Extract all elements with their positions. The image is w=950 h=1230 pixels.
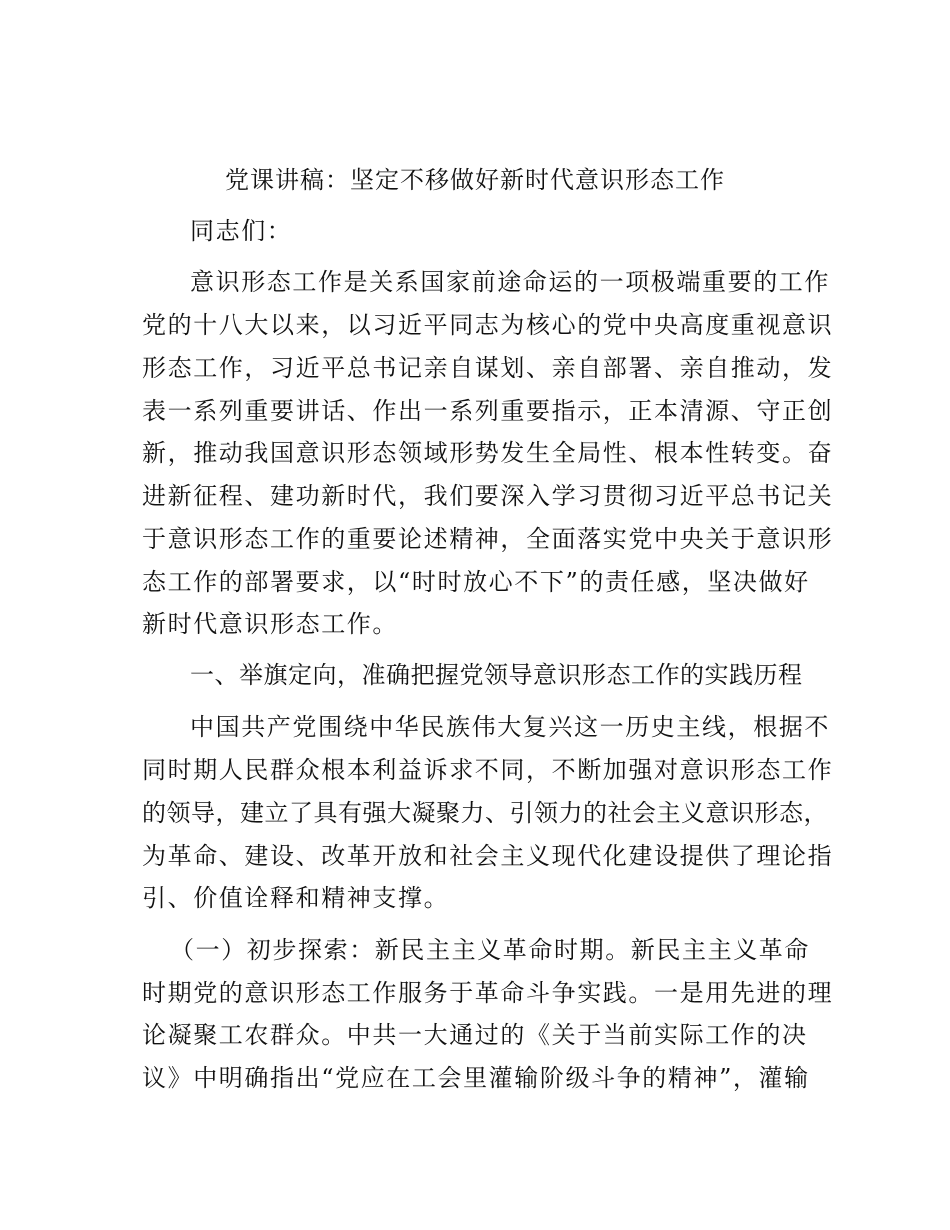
subsection-heading: （一）初步探索：新民主主义革命时期。新民主主义革命 — [170, 936, 810, 964]
paragraph-line: 态工作的部署要求，以“时时放心不下”的责任感，坚决做好 — [142, 568, 810, 596]
paragraph-line: 党的十八大以来，以习近平同志为核心的党中央高度重视意识 — [142, 311, 834, 339]
paragraph-line: 意识形态工作是关系国家前途命运的一项极端重要的工作 — [190, 268, 830, 296]
paragraph-line: 的领导，建立了具有强大凝聚力、引领力的社会主义意识形态， — [142, 799, 828, 827]
paragraph-line: 新，推动我国意识形态领域形势发生全局性、根本性转变。奋 — [142, 439, 834, 467]
paragraph-line: 论凝聚工农群众。中共一大通过的《关于当前实际工作的决 — [142, 1021, 808, 1049]
paragraph-line: 中国共产党围绕中华民族伟大复兴这一历史主线，根据不 — [190, 713, 830, 741]
greeting: 同志们： — [190, 217, 293, 245]
paragraph-line: 同时期人民群众根本利益诉求不同，不断加强对意识形态工作 — [142, 756, 834, 784]
paragraph-line: 于意识形态工作的重要论述精神，全面落实党中央关于意识形 — [142, 525, 834, 553]
paragraph-line: 为革命、建设、改革开放和社会主义现代化建设提供了理论指 — [142, 842, 834, 870]
paragraph-line: 形态工作，习近平总书记亲自谋划、亲自部署、亲自推动，发 — [142, 354, 834, 382]
paragraph-line: 表一系列重要讲话、作出一系列重要指示，正本清源、守正创 — [142, 397, 834, 425]
paragraph-line: 引、价值诠释和精神支撑。 — [142, 884, 450, 912]
paragraph-line: 时期党的意识形态工作服务于革命斗争实践。一是用先进的理 — [142, 979, 834, 1007]
section-heading: 一、举旗定向，准确把握党领导意识形态工作的实践历程 — [190, 661, 803, 689]
paragraph-line: 议》中明确指出“党应在工会里灌输阶级斗争的精神”，灌输 — [142, 1064, 810, 1092]
paragraph-line: 进新征程、建功新时代，我们要深入学习贯彻习近平总书记关 — [142, 482, 834, 510]
paragraph-line: 新时代意识形态工作。 — [142, 610, 398, 638]
document-title: 党课讲稿：坚定不移做好新时代意识形态工作 — [225, 166, 725, 194]
